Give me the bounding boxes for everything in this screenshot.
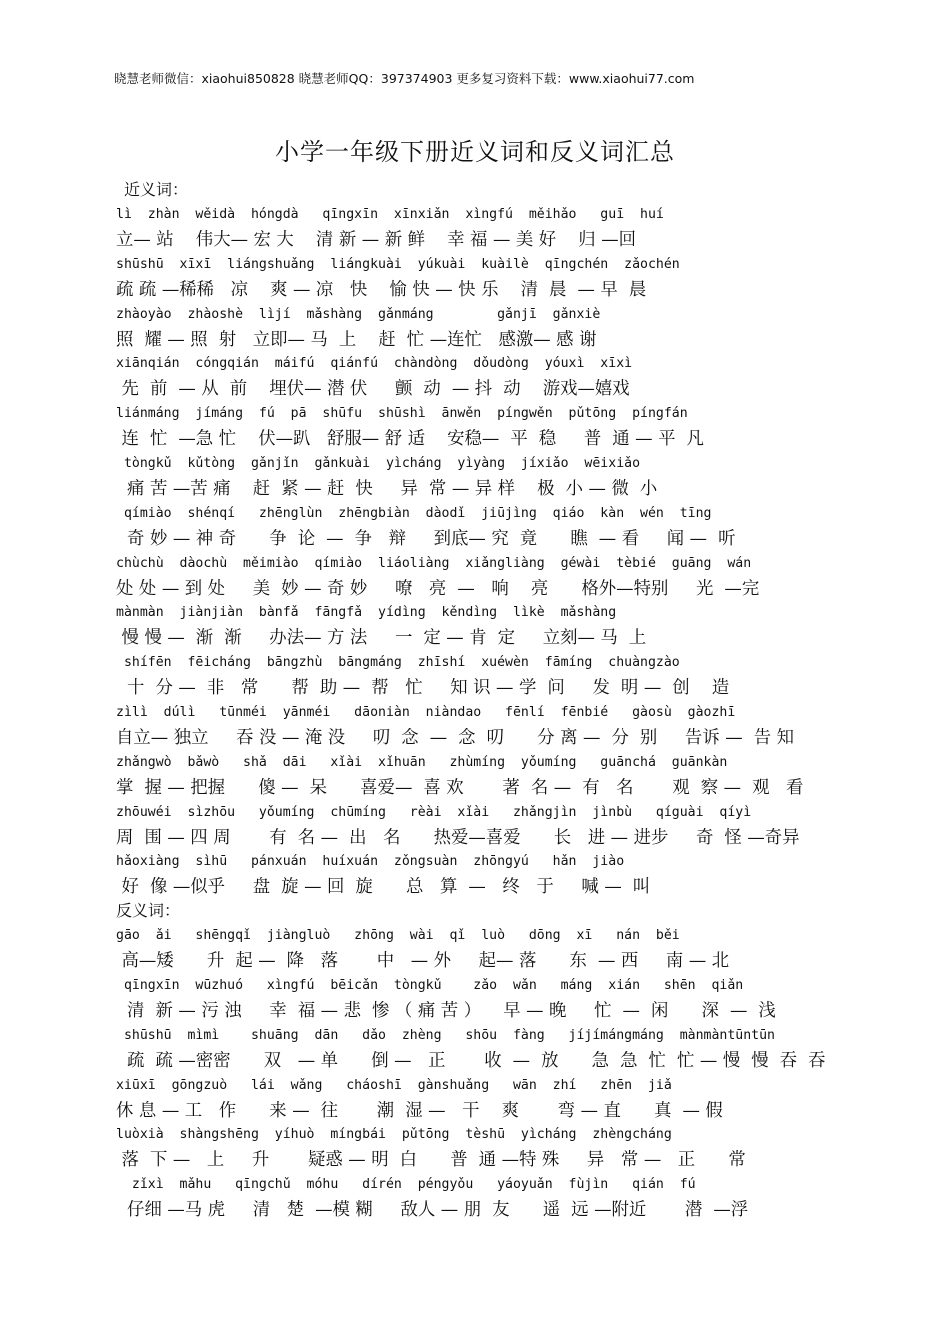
pinyin-line: hǎoxiàng sìhū pánxuán huíxuán zǒngsuàn zhōngyú hǎn jiào [116, 854, 625, 869]
hanzi-line: 慢 慢 — 渐 渐 办法— 方 法 一 定 — 肯 定 立刻— 马 上 [116, 628, 647, 648]
pinyin-line: zǐxì mǎhu qīngchǔ móhu dírén péngyǒu yáoyuǎn fùjìn qián fú [116, 1177, 696, 1192]
pinyin-line: zhōuwéi sìzhōu yǒumíng chūmíng rèài xǐài zhǎngjìn jìnbù qíguài qíyì [116, 805, 752, 820]
synonyms-heading: 近义词： [124, 180, 189, 199]
pinyin-line: liánmáng jímáng fú pā shūfu shūshì ānwěn píngwěn pǔtōng píngfán [116, 406, 688, 421]
synonym-row [116, 456, 846, 500]
hanzi-line: 十 分 — 非 常 帮 助 — 帮 忙 知 识 — 学 问 发 明 — 创 造 [116, 678, 730, 698]
pinyin-line: mànmàn jiànjiàn bànfǎ fāngfǎ yídìng kěndìng lìkè mǎshàng [116, 605, 617, 620]
hanzi-line: 立— 站 伟大— 宏 大 清 新 — 新 鲜 幸 福 — 美 好 归 —回 [116, 230, 636, 250]
pinyin-line: shūshū xīxī liángshuǎng liángkuài yúkuài kuàilè qīngchén zǎochén [116, 257, 680, 272]
antonym-row [116, 1177, 846, 1221]
antonym-row [116, 1028, 846, 1072]
synonym-row [116, 257, 846, 301]
pinyin-line: xiūxī gōngzuò lái wǎng cháoshī gànshuǎng wān zhí zhēn jiǎ [116, 1078, 672, 1093]
synonym-row [116, 506, 846, 550]
pinyin-line: tòngkǔ kǔtòng gǎnjǐn gǎnkuài yìcháng yìyàng jíxiǎo wēixiǎo [116, 456, 641, 471]
hanzi-line: 清 新 — 污 浊 幸 福 — 悲 惨 （ 痛 苦 ） 早 — 晚 忙 — 闲 深 — 浅 [116, 1001, 776, 1021]
hanzi-line: 休 息 — 工 作 来 — 往 潮 湿 — 干 爽 弯 — 直 真 — 假 [116, 1101, 723, 1121]
hanzi-line: 落 下 — 上 升 疑惑 — 明 白 普 通 —特 殊 异 常 — 正 常 [116, 1150, 746, 1170]
hanzi-line: 奇 妙 — 神 奇 争 论 — 争 辩 到底— 究 竟 瞧 — 看 闻 — 听 [116, 529, 736, 549]
pinyin-line: qímiào shénqí zhēnglùn zhēngbiàn dàodǐ jiūjìng qiáo kàn wén tīng [116, 506, 712, 521]
antonym-row [116, 1127, 846, 1171]
hanzi-line: 痛 苦 —苦 痛 赶 紧 — 赶 快 异 常 — 异 样 极 小 — 微 小 [116, 479, 658, 499]
hanzi-line: 周 围 — 四 周 有 名 — 出 名 热爱—喜爱 长 进 — 进步 奇 怪 —奇异 [116, 828, 800, 848]
pinyin-line: shūshū mìmì shuāng dān dǎo zhèng shōu fàng jíjímángmáng mànmàntūntūn [116, 1028, 775, 1043]
pinyin-line: qīngxīn wūzhuó xìngfú bēicǎn tòngkǔ zǎo wǎn máng xián shēn qiǎn [116, 978, 744, 993]
antonym-row [116, 1078, 846, 1122]
pinyin-line: zìlì dúlì tūnméi yānméi dāoniàn niàndao fēnlí fēnbié gàosù gàozhī [116, 705, 736, 720]
hanzi-line: 先 前 — 从 前 埋伏— 潜 伏 颤 动 — 抖 动 游戏—嬉戏 [116, 379, 630, 399]
hanzi-line: 处 处 — 到 处 美 妙 — 奇 妙 嘹 亮 — 响 亮 格外—特别 光 —完 [116, 579, 760, 599]
hanzi-line: 照 耀 — 照 射 立即— 马 上 赶 忙 —连忙 感激— 感 谢 [116, 330, 597, 350]
synonym-row [116, 755, 846, 799]
pinyin-line: luòxià shàngshēng yíhuò míngbái pǔtōng tèshū yìcháng zhèngcháng [116, 1127, 672, 1142]
hanzi-line: 连 忙 —急 忙 伏—趴 舒服— 舒 适 安稳— 平 稳 普 通 — 平 凡 [116, 429, 704, 449]
hanzi-line: 疏 疏 —密密 双 — 单 倒 — 正 收 — 放 急 急 忙 忙 — 慢 慢 吞 吞 [116, 1051, 826, 1071]
hanzi-line: 好 像 —似乎 盘 旋 — 回 旋 总 算 — 终 于 喊 — 叫 [116, 877, 651, 897]
pinyin-line: shífēn fēicháng bāngzhù bāngmáng zhīshí xuéwèn fāmíng chuàngzào [116, 655, 680, 670]
synonym-row [116, 705, 846, 749]
pinyin-line: lì zhàn wěidà hóngdà qīngxīn xīnxiǎn xìngfú měihǎo guī huí [116, 207, 664, 222]
pinyin-line: zhàoyào zhàoshè lìjí mǎshàng gǎnmáng gǎnjī gǎnxiè [116, 307, 601, 322]
hanzi-line: 掌 握 — 把握 傻 — 呆 喜爱— 喜 欢 著 名 — 有 名 观 察 — 观 看 [116, 778, 804, 798]
document-title: 小学一年级下册近义词和反义词汇总 [275, 138, 675, 166]
pinyin-line: gāo ǎi shēngqǐ jiàngluò zhōng wài qǐ luò dōng xī nán běi [116, 928, 680, 943]
pinyin-line: chùchù dàochù měimiào qímiào liáoliàng xiǎngliàng géwài tèbié guāng wán [116, 556, 752, 571]
synonym-row [116, 207, 846, 251]
synonym-row [116, 805, 846, 849]
antonym-row [116, 928, 846, 972]
pinyin-line: zhǎngwò bǎwò shǎ dāi xǐài xǐhuān zhùmíng yǒumíng guānchá guānkàn [116, 755, 728, 770]
synonym-row [116, 307, 846, 351]
synonym-row [116, 356, 846, 400]
hanzi-line: 疏 疏 —稀稀 凉 爽 — 凉 快 愉 快 — 快 乐 清 晨 — 早 晨 [116, 280, 647, 300]
page-header: 晓慧老师微信：xiaohui850828 晓慧老师QQ：397374903 更多复习资料下载：www.xiaohui77.com [114, 71, 695, 86]
hanzi-line: 仔细 —马 虎 清 楚 —模 糊 敌人 — 朋 友 遥 远 —附近 潜 —浮 [116, 1200, 749, 1220]
antonym-row [116, 978, 846, 1022]
synonym-row [116, 556, 846, 600]
hanzi-line: 高—矮 升 起 — 降 落 中 — 外 起— 落 东 — 西 南 — 北 [116, 951, 730, 971]
synonym-row [116, 655, 846, 699]
hanzi-line: 自立— 独立 吞 没 — 淹 没 叨 念 — 念 叨 分 离 — 分 别 告诉 — 告 知 [116, 728, 794, 748]
synonym-row [116, 854, 846, 898]
pinyin-line: xiānqián cóngqián máifú qiánfú chàndòng dǒudòng yóuxì xīxì [116, 356, 633, 371]
synonym-row [116, 406, 846, 450]
antonyms-heading: 反义词： [116, 901, 181, 920]
synonym-row [116, 605, 846, 649]
